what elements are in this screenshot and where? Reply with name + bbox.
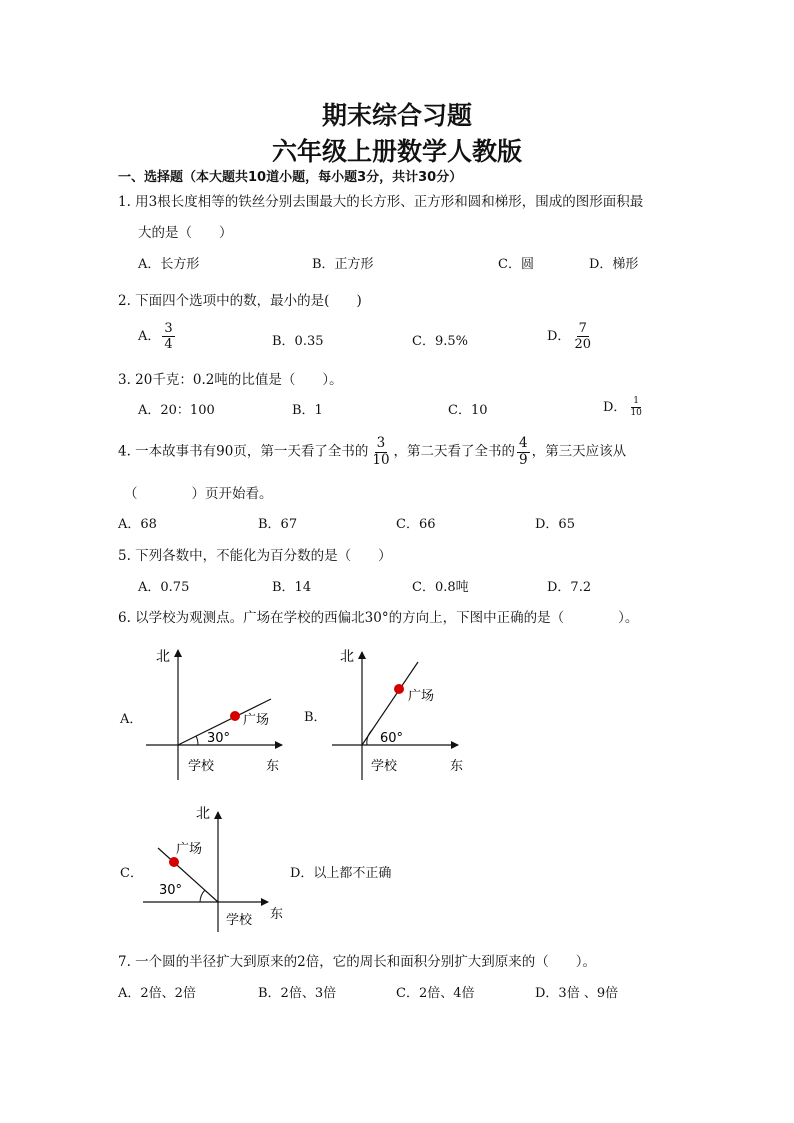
q5-option-d[interactable]: D．7.2 (547, 580, 592, 595)
q2-d-label: D． (547, 329, 571, 344)
q4-part1: 4. 一本故事书有90页，第一天看了全书的 (118, 443, 369, 460)
q3-d-den: 10 (630, 408, 642, 418)
q4-part3: ，第三天应该从 (531, 443, 627, 460)
north-label-a: 北 (156, 649, 170, 665)
angle-label-a: 30° (207, 731, 231, 746)
q3-option-a[interactable]: A．20：100 (138, 403, 215, 418)
q4-option-a[interactable]: A．68 (118, 517, 157, 532)
q4-option-b[interactable]: B．67 (258, 517, 298, 532)
east-label-b: 东 (450, 759, 464, 774)
q3-option-c[interactable]: C．10 (448, 403, 488, 418)
q3-option-b[interactable]: B．1 (292, 403, 323, 418)
q4-option-d[interactable]: D．65 (535, 517, 575, 532)
square-label-a: 广场 (243, 713, 270, 728)
q7-option-c[interactable]: C．2倍、4倍 (396, 986, 475, 1001)
square-dot-a (230, 711, 240, 721)
q6-option-d[interactable]: D．以上都不正确 (290, 866, 392, 881)
q1-line1: 1. 用3根长度相等的铁丝分别去围最大的长方形、正方形和圆和梯形，围成的图形面积最 (118, 194, 644, 210)
q3-d-num: 1 (633, 396, 640, 406)
q2-text: 2. 下面四个选项中的数，最小的是( ) (118, 293, 362, 309)
diagram-b[interactable] (332, 649, 463, 780)
east-label-c: 东 (270, 907, 284, 922)
q4-line2: （ ）页开始看。 (124, 486, 273, 502)
q4-f1-num: 3 (376, 435, 386, 451)
q6-text: 6. 以学校为观测点。广场在学校的西偏北30°的方向上，下图中正确的是（ ）。 (118, 610, 639, 626)
q7-option-a[interactable]: A．2倍、2倍 (118, 986, 196, 1001)
diagram-a[interactable] (146, 649, 282, 780)
q1-option-d[interactable]: D．梯形 (589, 257, 639, 272)
school-label-c: 学校 (226, 913, 253, 928)
q5-option-a[interactable]: A．0.75 (138, 580, 190, 595)
q4-option-c[interactable]: C．66 (396, 517, 436, 532)
q6-option-b-label[interactable]: B． (304, 710, 327, 725)
q1-option-b[interactable]: B．正方形 (312, 257, 374, 272)
q7-option-b[interactable]: B．2倍、3倍 (258, 986, 337, 1001)
q4-part2: ，第二天看了全书的 (393, 443, 516, 460)
school-label-b: 学校 (371, 759, 398, 774)
square-label-c: 广场 (176, 842, 203, 857)
angle-label-b: 60° (380, 731, 404, 746)
q2-a-den: 4 (164, 337, 173, 352)
school-label-a: 学校 (188, 759, 215, 774)
angle-label-c: 30° (159, 883, 183, 898)
q4-f1-den: 10 (372, 451, 390, 468)
diagram-c[interactable] (143, 806, 283, 932)
q2-d-den: 20 (574, 337, 591, 352)
q5-text: 5. 下列各数中，不能化为百分数的是（ ） (118, 548, 392, 564)
q2-option-c[interactable]: C．9.5% (412, 334, 468, 349)
q2-a-num: 3 (164, 321, 173, 336)
q2-option-b[interactable]: B．0.35 (272, 334, 324, 349)
q5-option-c[interactable]: C．0.8吨 (412, 580, 469, 595)
q7-text: 7. 一个圆的半径扩大到原来的2倍，它的周长和面积分别扩大到原来的（ ）。 (118, 954, 597, 970)
title-line-1: 期末综合习题 (321, 101, 472, 130)
q1-option-c[interactable]: C．圆 (498, 257, 534, 272)
square-label-b: 广场 (408, 689, 435, 704)
square-dot-b (394, 684, 404, 694)
q7-option-d[interactable]: D．3倍 、9倍 (535, 986, 619, 1001)
q2-a-label: A． (138, 329, 161, 344)
q4-f2-den: 9 (519, 451, 528, 468)
q6-option-a-label[interactable]: A． (120, 712, 143, 727)
north-label-b: 北 (340, 649, 354, 665)
title-line-2: 六年级上册数学人教版 (271, 137, 522, 166)
q5-option-b[interactable]: B．14 (272, 580, 312, 595)
east-label-a: 东 (266, 759, 280, 774)
q1-line2: 大的是（ ） (138, 225, 233, 241)
north-label-c: 北 (196, 806, 210, 822)
q3-text: 3. 20千克：0.2吨的比值是（ ）。 (118, 372, 343, 388)
q3-d-label: D． (603, 400, 627, 415)
q2-d-num: 7 (578, 321, 587, 336)
section-heading: 一、选择题（本大题共10道小题，每小题3分，共计30分） (118, 170, 463, 185)
q6-option-c-label[interactable]: C． (120, 866, 143, 881)
q4-f2-num: 4 (519, 435, 528, 451)
square-dot-c (169, 857, 179, 867)
q1-option-a[interactable]: A．长方形 (138, 257, 200, 272)
